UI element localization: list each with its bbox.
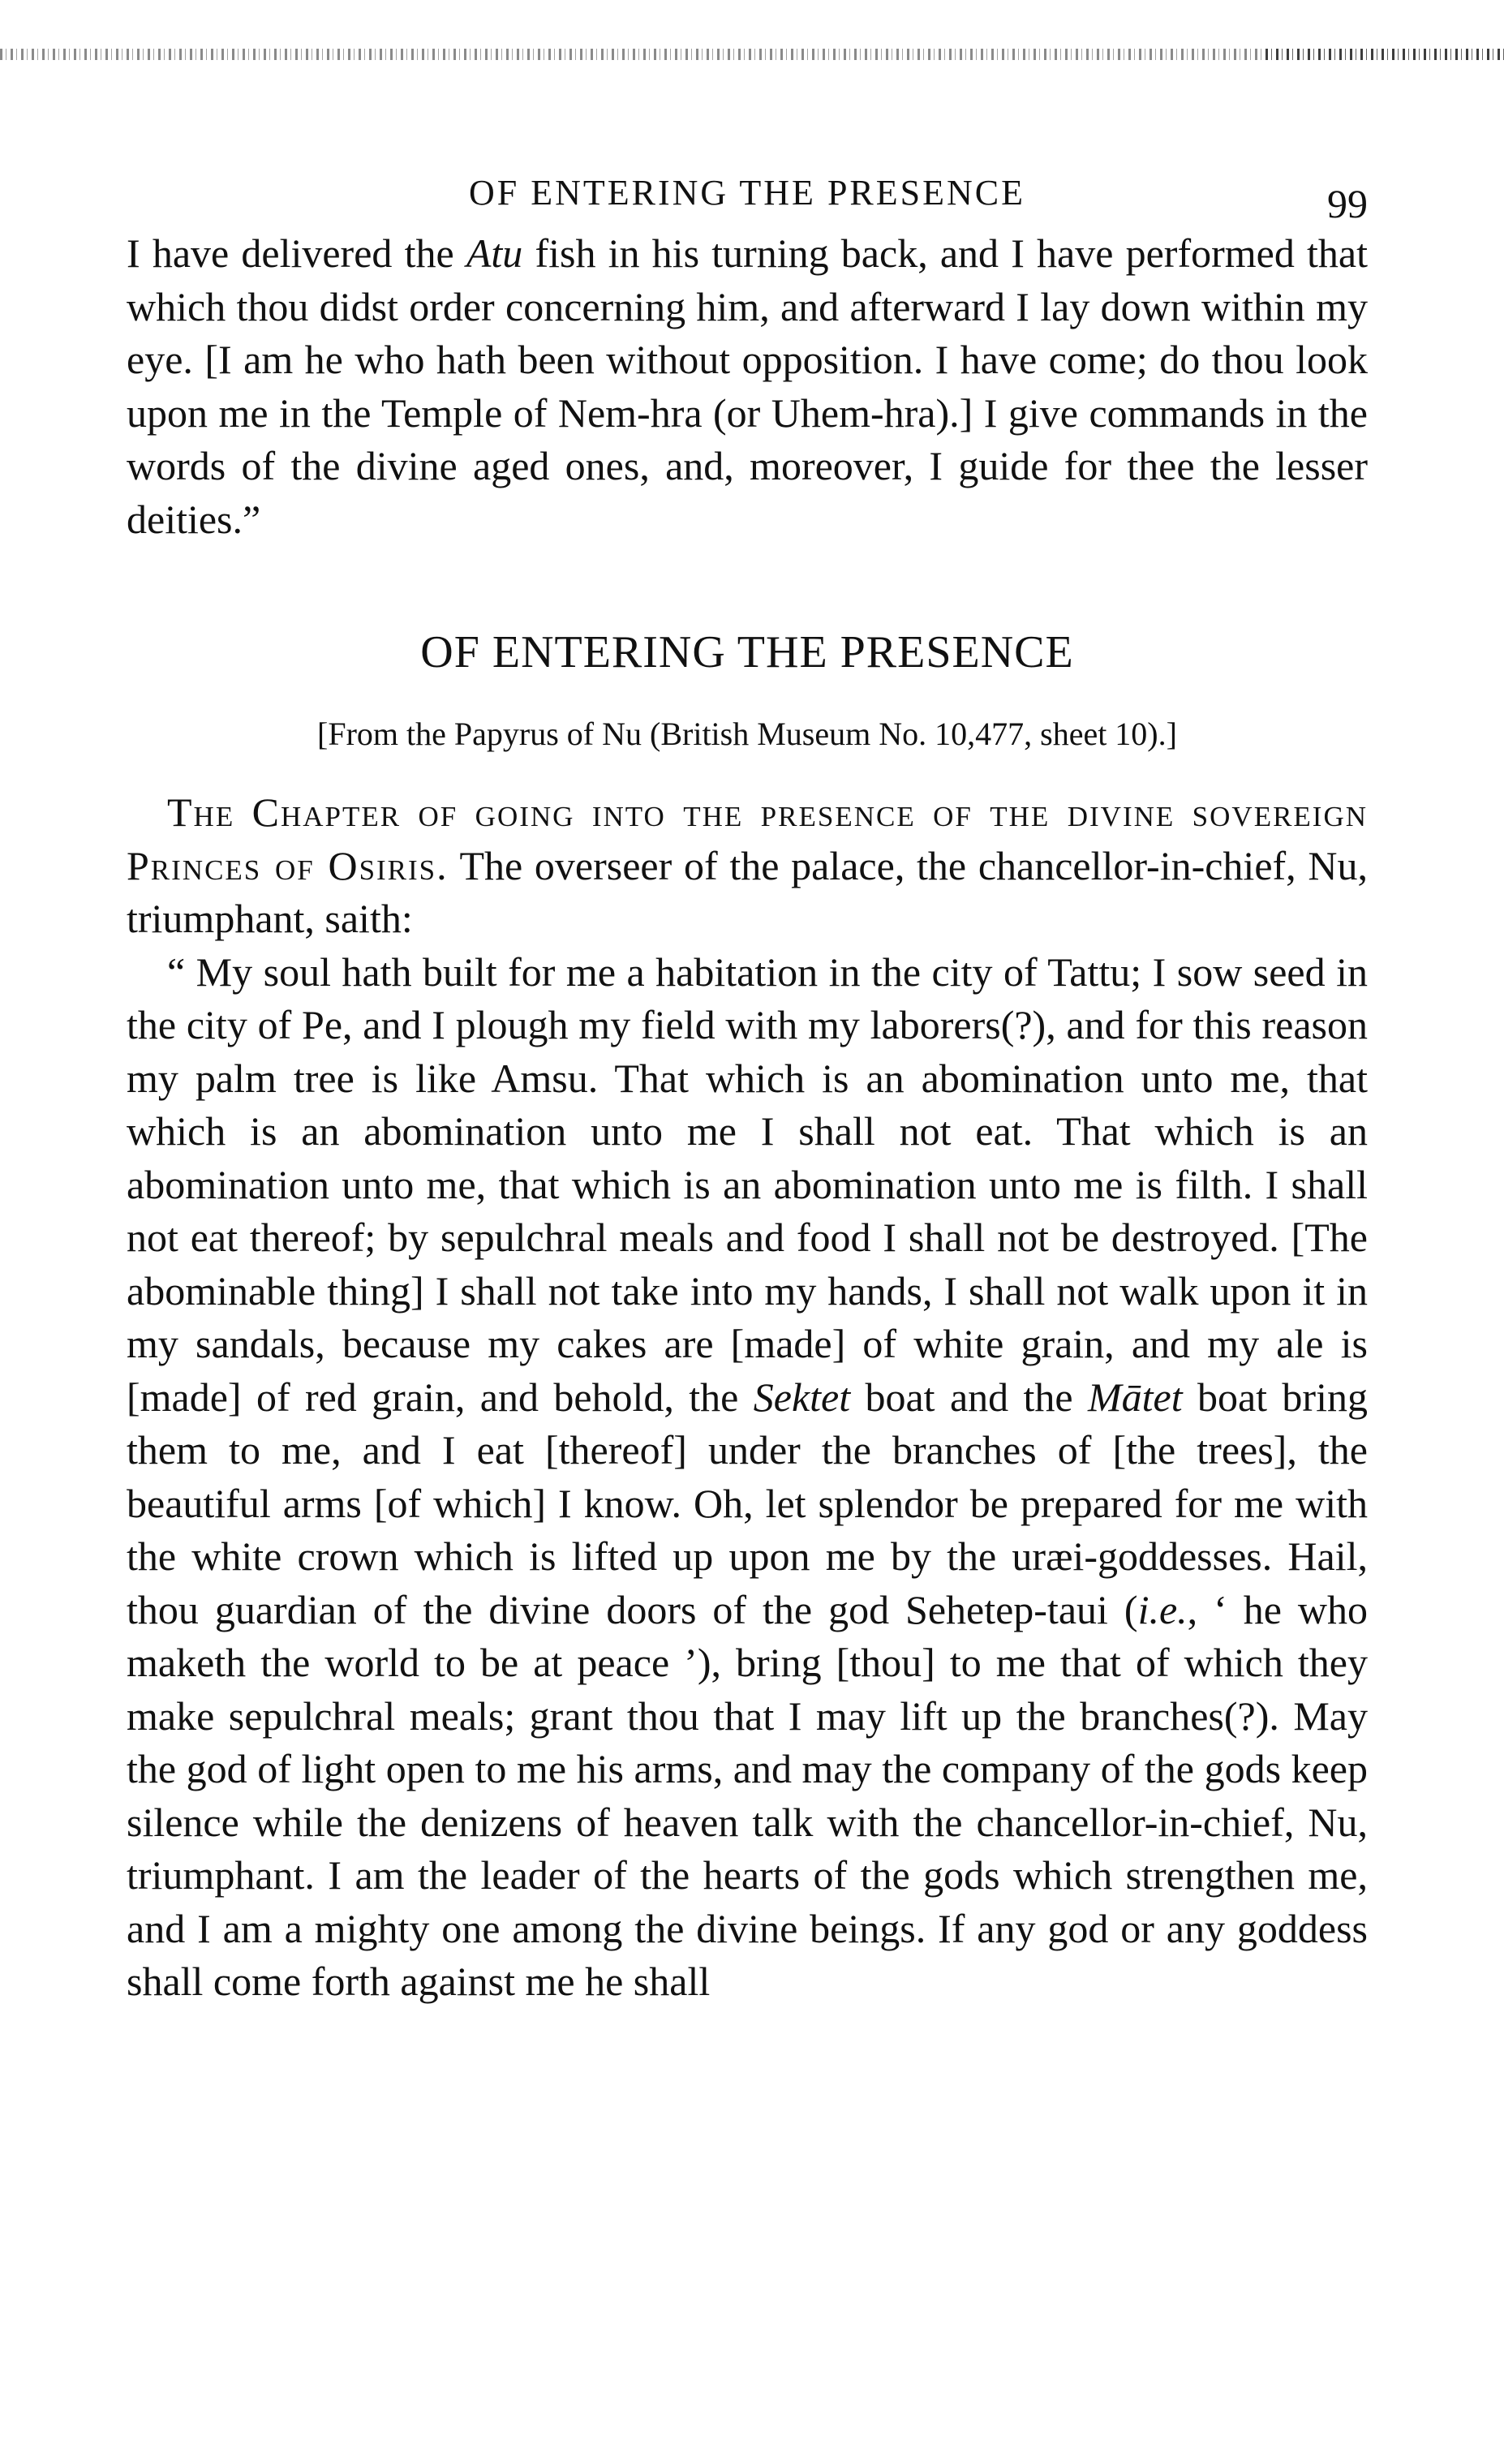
continuation-paragraph bbox=[127, 227, 1368, 546]
continuation-italic: Atu bbox=[466, 230, 523, 276]
source-note: [From the Papyrus of Nu (British Museum No. 10,477, sheet 10).] bbox=[317, 716, 1177, 752]
running-head bbox=[127, 162, 1368, 227]
speech-paragraph bbox=[127, 946, 1368, 2009]
speech-text-1: “ My soul hath built for me a habitation in the city of Tattu; I sow seed in the city of Pe, and I plough my field with my laborers(?), and for this reason my palm tree is like Amsu. That which is an abomination unto me, that which is an abomination unto me I shall not eat. That which is an abomination unto me, that which is an abomination unto me is filth. I shall not eat thereof; by sepulchral meals and food I shall not be destroyed. [The abominable thing] I shall not take into my hands, I shall not walk upon it in my sandals, because my cakes are [made] of white grain, and my ale is [made] of red grain, and behold, the bbox=[127, 948, 1368, 1420]
section-title: OF ENTERING THE PRESENCE bbox=[420, 627, 1074, 677]
continuation-text-a: I have delivered the bbox=[127, 230, 466, 276]
chapter-heading: The Chapter of going into the presence of the divine sovereign Princes of Osiris. bbox=[127, 789, 1368, 888]
chapter-intro-paragraph bbox=[127, 786, 1368, 946]
continuation-text-b: fish in his turning back, and I have performed that which thou didst order concerning him, and afterward I lay down within my eye. [I am he who hath been without opposition. I have come; do thou look upon me in the Temple of Nem-hra (or Uhem-hra).] I give commands in the words of the divine aged ones, and, moreover, I guide for thee the lesser deities.” bbox=[127, 230, 1368, 542]
speech-italic-sektet: Sektet bbox=[753, 1374, 851, 1420]
speech-text-3: boat bring them to me, and I eat [thereof] under the branches of [the trees], the beautiful arms [of which] I know. Oh, let splendor be prepared for me with the white crown which is lifted up upon me by the uræi-goddesses. Hail, thou guardian of the divine doors of the god Sehetep-taui ( bbox=[127, 1374, 1368, 1632]
scan-edge-artifact-right bbox=[1266, 49, 1504, 60]
running-head-title: OF ENTERING THE PRESENCE bbox=[469, 173, 1025, 213]
speech-text-2: boat and the bbox=[850, 1374, 1088, 1420]
page-number: 99 bbox=[1327, 181, 1368, 226]
speech-italic-matet: Mātet bbox=[1087, 1374, 1183, 1420]
speech-text-4: , ‘ he who maketh the world to be at peace ’), bring [thou] to me that of which they make sepulchral meals; grant thou that I may lift up the branches(?). May the god of light open to me his arms, and may the company of the gods keep silence while the denizens of heaven talk with the chancellor-in-chief, Nu, triumphant. I am the leader of the hearts of the gods which strengthen me, and I am a mighty one among the divine beings. If any god or any goddess shall come forth against me he shall bbox=[127, 1586, 1368, 2004]
book-page bbox=[127, 162, 1368, 2009]
speech-italic-ie: i.e. bbox=[1137, 1586, 1188, 1632]
chapter-intro-text: The overseer of the palace, the chancellor-in-chief, Nu, triumphant, saith: bbox=[127, 842, 1368, 941]
